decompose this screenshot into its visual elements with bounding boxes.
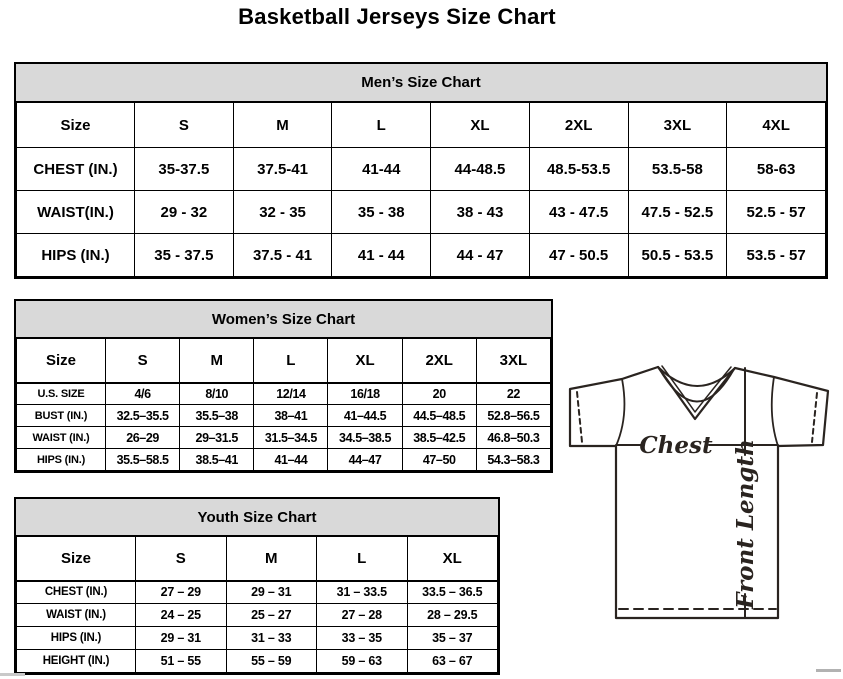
table-cell: 44–47 [328,449,402,471]
left-cuff-dashed-line [577,392,582,442]
column-header-2xl: 2XL [402,339,476,383]
table-cell: 29 - 32 [135,191,234,234]
table-cell: 31.5–34.5 [254,427,328,449]
size-row-label: Size [17,339,106,383]
table-cell: 59 – 63 [317,650,408,673]
table-row [17,650,498,673]
table-cell: 53.5 - 57 [727,234,826,277]
table-cell: 37.5 - 41 [233,234,332,277]
row-label: U.S. SIZE [17,383,106,405]
table-cell: 26–29 [106,427,180,449]
table-cell: 27 – 29 [136,581,227,604]
table-cell: 31 – 33 [226,627,317,650]
row-label: HEIGHT (IN.) [17,650,136,673]
table-cell: 38.5–42.5 [402,427,476,449]
table-cell: 46.8–50.3 [476,427,550,449]
column-header-l: L [317,537,408,581]
table-cell: 4/6 [106,383,180,405]
size-row-label: Size [17,103,135,148]
table-cell: 31 – 33.5 [317,581,408,604]
mens-size-table [14,62,828,279]
table-cell: 51 – 55 [136,650,227,673]
table-cell: 24 – 25 [136,604,227,627]
table-cell: 25 – 27 [226,604,317,627]
table-cell: 28 – 29.5 [407,604,498,627]
row-label: HIPS (IN.) [17,449,106,471]
table-cell: 35-37.5 [135,148,234,191]
table-cell: 47.5 - 52.5 [628,191,727,234]
table-cell: 29 – 31 [136,627,227,650]
table-cell: 33 – 35 [317,627,408,650]
table-cell: 50.5 - 53.5 [628,234,727,277]
right-cuff-dashed-line [812,393,817,442]
column-header-xl: XL [407,537,498,581]
table-cell: 8/10 [180,383,254,405]
row-label: CHEST (IN.) [17,581,136,604]
right-sleeve-seam-line [772,377,778,446]
table-cell: 38.5–41 [180,449,254,471]
table-cell: 35 – 37 [407,627,498,650]
table-cell: 20 [402,383,476,405]
column-header-xl: XL [328,339,402,383]
table-row [17,148,826,191]
column-header-4xl: 4XL [727,103,826,148]
youth-table-grid [16,536,498,673]
table-cell: 47–50 [402,449,476,471]
row-label: WAIST (IN.) [17,427,106,449]
table-cell: 41–44.5 [328,405,402,427]
womens-size-table [14,299,553,473]
table-row [17,234,826,277]
table-cell: 53.5-58 [628,148,727,191]
table-row [17,383,551,405]
table-cell: 38 - 43 [431,191,530,234]
column-header-m: M [233,103,332,148]
table-cell: 55 – 59 [226,650,317,673]
men-table-grid [16,102,826,277]
table-cell: 52.5 - 57 [727,191,826,234]
table-cell: 22 [476,383,550,405]
table-cell: 41–44 [254,449,328,471]
table-cell: 43 - 47.5 [529,191,628,234]
column-header-3xl: 3XL [628,103,727,148]
table-row [17,581,498,604]
column-header-m: M [180,339,254,383]
table-cell: 44 - 47 [431,234,530,277]
youth-table-title: Youth Size Chart [16,499,498,536]
youth-size-table [14,497,500,675]
table-cell: 33.5 – 36.5 [407,581,498,604]
size-header-row [17,537,498,581]
chest-measure-label: Chest [639,432,713,459]
row-label: BUST (IN.) [17,405,106,427]
table-cell: 44-48.5 [431,148,530,191]
men-table-title: Men’s Size Chart [16,64,826,102]
table-cell: 37.5-41 [233,148,332,191]
size-header-row [17,339,551,383]
table-cell: 35.5–38 [180,405,254,427]
women-table-title: Women’s Size Chart [16,301,551,338]
table-cell: 32.5–35.5 [106,405,180,427]
row-label: HIPS (IN.) [17,234,135,277]
column-header-xl: XL [431,103,530,148]
table-cell: 27 – 28 [317,604,408,627]
table-cell: 32 - 35 [233,191,332,234]
table-cell: 12/14 [254,383,328,405]
table-row [17,604,498,627]
table-cell: 44.5–48.5 [402,405,476,427]
table-cell: 63 – 67 [407,650,498,673]
column-header-s: S [106,339,180,383]
column-header-3xl: 3XL [476,339,550,383]
table-cell: 35.5–58.5 [106,449,180,471]
column-header-s: S [136,537,227,581]
table-row [17,427,551,449]
table-row [17,191,826,234]
jersey-measurement-diagram [558,358,843,676]
table-row [17,627,498,650]
column-header-m: M [226,537,317,581]
row-label: HIPS (IN.) [17,627,136,650]
table-cell: 48.5-53.5 [529,148,628,191]
column-header-2xl: 2XL [529,103,628,148]
table-cell: 29 – 31 [226,581,317,604]
table-row [17,449,551,471]
table-cell: 41 - 44 [332,234,431,277]
scrollbar-fragment-right [816,669,841,672]
table-cell: 35 - 38 [332,191,431,234]
jersey-diagram-svg [558,358,843,676]
table-cell: 29–31.5 [180,427,254,449]
page-title: Basketball Jerseys Size Chart [238,4,556,29]
table-cell: 54.3–58.3 [476,449,550,471]
women-table-grid [16,338,551,471]
scrollbar-fragment-left [0,673,25,676]
table-cell: 16/18 [328,383,402,405]
table-cell: 47 - 50.5 [529,234,628,277]
column-header-s: S [135,103,234,148]
table-cell: 58-63 [727,148,826,191]
table-cell: 38–41 [254,405,328,427]
size-row-label: Size [17,537,136,581]
row-label: WAIST (IN.) [17,604,136,627]
table-cell: 52.8–56.5 [476,405,550,427]
front-length-measure-label: Front Length [732,439,759,609]
size-header-row [17,103,826,148]
jersey-outline [570,367,828,618]
table-cell: 41-44 [332,148,431,191]
table-cell: 35 - 37.5 [135,234,234,277]
column-header-l: L [332,103,431,148]
table-row [17,405,551,427]
left-sleeve-seam-line [616,379,624,446]
row-label: WAIST(IN.) [17,191,135,234]
column-header-l: L [254,339,328,383]
table-cell: 34.5–38.5 [328,427,402,449]
row-label: CHEST (IN.) [17,148,135,191]
